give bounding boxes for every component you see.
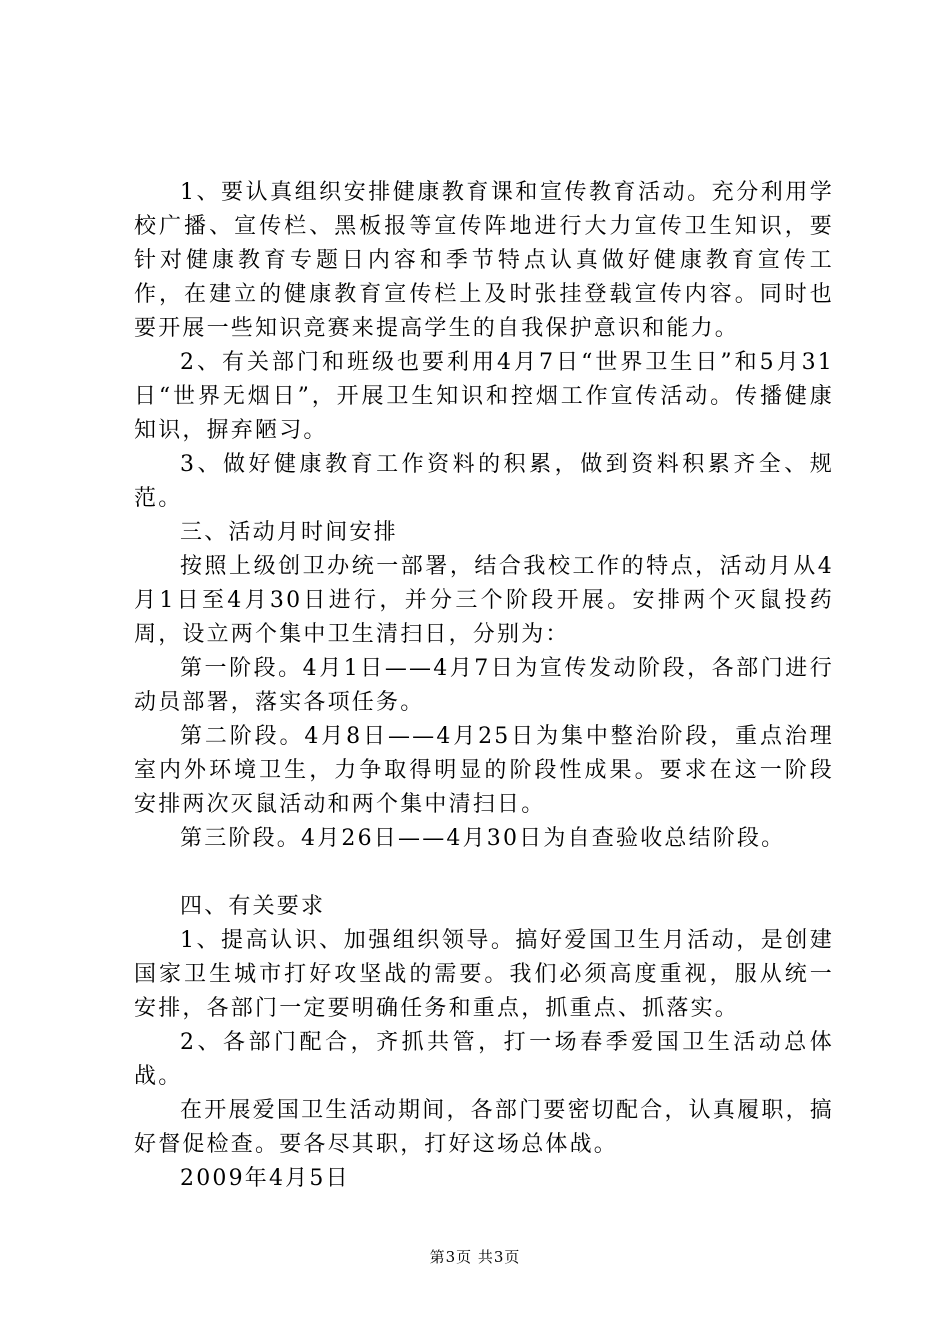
paragraph-health-education-classes: 1、要认真组织安排健康教育课和宣传教育活动。充分利用学校广播、宣传栏、黑板报等宣传阵地进行大力宣传卫生知识，要针对健康教育专题日内容和季节特点认真做好健康教育宣传工作，在建立的健康教育宣传栏上及时张挂登载宣传内容。同时也要开展一些知识竞赛来提高学生的自我保护意识和能力。 (134, 180, 834, 341)
paragraph-phase-one: 第一阶段。4月1日——4月7日为宣传发动阶段，各部门进行动员部署，落实各项任务。 (134, 656, 834, 715)
paragraph-records-accumulation: 3、做好健康教育工作资料的积累，做到资料积累齐全、规范。 (134, 452, 834, 511)
paragraph-world-health-day: 2、有关部门和班级也要利用4月7日“世界卫生日”和5月31日“世界无烟日”，开展卫生知识和控烟工作宣传活动。传播健康知识，摒弃陋习。 (134, 350, 834, 443)
paragraph-supervision: 在开展爱国卫生活动期间，各部门要密切配合，认真履职，搞好督促检查。要各尽其职，打好这场总体战。 (134, 1098, 834, 1157)
section-heading-requirements: 四、有关要求 (180, 894, 326, 919)
blank-line (134, 856, 834, 890)
paragraph-schedule-overview: 按照上级创卫办统一部署，结合我校工作的特点，活动月从4月1日至4月30日进行，并分三个阶段开展。安排两个灭鼠投药周，设立两个集中卫生清扫日，分别为： (134, 554, 834, 647)
section-heading-schedule: 三、活动月时间安排 (180, 520, 398, 545)
paragraph-phase-two: 第二阶段。4月8日——4月25日为集中整治阶段，重点治理室内外环境卫生，力争取得明显的阶段性成果。要求在这一阶段安排两次灭鼠活动和两个集中清扫日。 (134, 724, 834, 817)
paragraph-phase-three: 第三阶段。4月26日——4月30日为自查验收总结阶段。 (180, 826, 786, 851)
document-body (134, 176, 834, 1196)
paragraph-cooperation: 2、各部门配合，齐抓共管，打一场春季爱国卫生活动总体战。 (134, 1030, 834, 1089)
page-number-footer: 第3页 共3页 (429, 1248, 521, 1266)
document-date: 2009年4月5日 (180, 1166, 350, 1191)
paragraph-leadership: 1、提高认识、加强组织领导。搞好爱国卫生月活动，是创建国家卫生城市打好攻坚战的需要。我们必须高度重视，服从统一安排，各部门一定要明确任务和重点，抓重点、抓落实。 (134, 928, 834, 1021)
